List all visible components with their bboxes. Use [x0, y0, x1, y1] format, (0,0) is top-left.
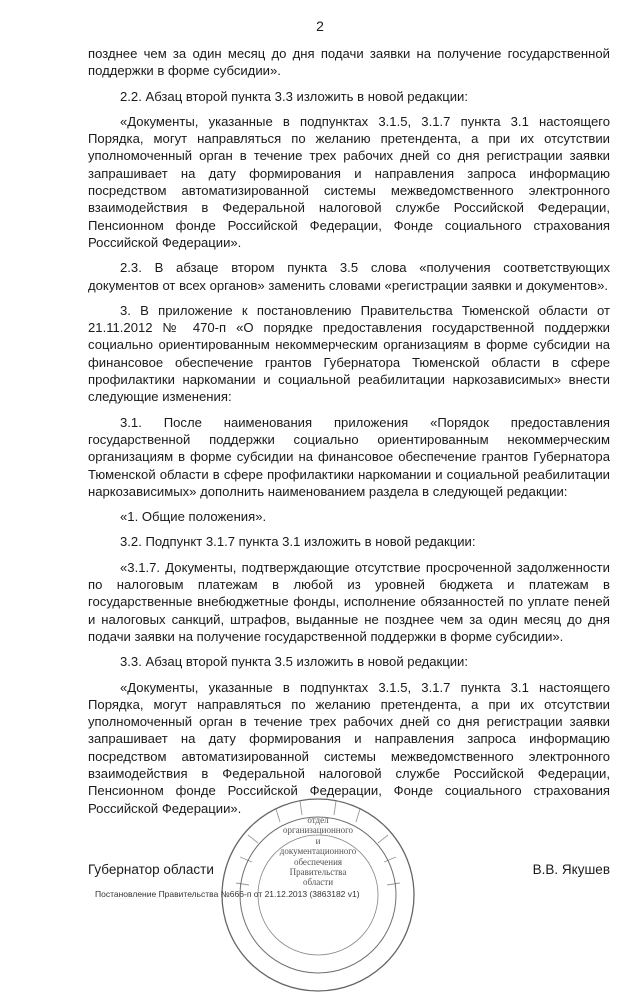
page-number: 2 — [316, 18, 324, 34]
paragraph: «Документы, указанные в подпунктах 3.1.5, 3.1.7 пункта 3.1 настоящего Порядка, могут направляться по желанию претендента, а при их отсутствии уполномоченный орган в течение трех рабочих дней со дня регистрации заявки запрашивает на дату формирования и направления запроса информацию посредством автоматизированной системы межведомственного электронного взаимодействия в Федеральной налоговой службе Российской Федерации, Пенсионном фонде Российской Федерации, Фонде социального страхования Российской Федерации». — [88, 679, 610, 816]
stamp-line: отдел — [307, 815, 329, 825]
paragraph: 3.2. Подпункт 3.1.7 пункта 3.1 изложить в новой редакции: — [120, 534, 476, 550]
paragraph: «3.1.7. Документы, подтверждающие отсутствие просроченной задолженности по налоговым платежам в любой из уровней бюджета и платежам в государственные внебюджетные фонды, исполнение обязанностей по уплате пеней и налоговых санкций, штрафов, выданные не позднее чем за один месяц до дня подачи заявки на получение государственной поддержки в форме субсидии». — [88, 559, 610, 644]
stamp-line: и — [315, 835, 321, 846]
stamp-line: документационного — [279, 846, 357, 857]
signatory-name: В.В. Якушев — [532, 862, 610, 877]
paragraph: «1. Общие положения». — [120, 509, 267, 525]
stamp-line: организационного — [282, 825, 354, 836]
paragraph: 2.3. В абзаце втором пункта 3.5 слова «получения соответствующих документов от всех органов» заменить словами «регистрации заявки и документов». — [88, 260, 610, 293]
paragraph: «Документы, указанные в подпунктах 3.1.5, 3.1.7 пункта 3.1 настоящего Порядка, могут направляться по желанию претендента, а при их отсутствии уполномоченный орган в течение трех рабочих дней со дня регистрации заявки запрашивает на дату формирования и направления запроса информацию посредством автоматизированной системы межведомственного электронного взаимодействия в Федеральной налоговой службе Российской Федерации, Пенсионном фонде Российской Федерации, Фонде социального страхования Российской Федерации». — [88, 113, 610, 250]
document-footer: Постановление Правительства №666-п от 21.12.2013 (3863182 v1) — [95, 889, 360, 899]
paragraph: 3.3. Абзац второй пункта 3.5 изложить в новой редакции: — [120, 654, 468, 670]
document-body — [88, 45, 610, 825]
stamp-line: обеспечения — [293, 856, 343, 867]
paragraph: позднее чем за один месяц до дня подачи заявки на получение государственной поддержки в форме субсидии». — [88, 46, 610, 79]
stamp-text — [263, 815, 373, 888]
signatory-title: Губернатор области — [88, 862, 214, 877]
paragraph: 3. В приложение к постановлению Правительства Тюменской области от 21.11.2012 № 470-п «О порядке предоставления государственной поддержки социально ориентированным некоммерческим организациям в форме субсидии на финансовое обеспечение грантов Губернатора Тюменской области в сфере профилактики наркомании и социальной реабилитации наркозависимых» внести следующие изменения: — [88, 302, 610, 405]
paragraph: 3.1. После наименования приложения «Порядок предоставления государственной поддержки социально ориентированным некоммерческим организациям в форме субсидии на финансовое обеспечение грантов Губернатора Тюменской области в сфере профилактики наркомании и социальной реабилитации наркозависимых» дополнить наименованием раздела в следующей редакции: — [88, 414, 610, 499]
stamp-line: области — [302, 877, 334, 888]
paragraph: 2.2. Абзац второй пункта 3.3 изложить в новой редакции: — [120, 88, 468, 104]
stamp-line: Правительства — [289, 867, 347, 878]
